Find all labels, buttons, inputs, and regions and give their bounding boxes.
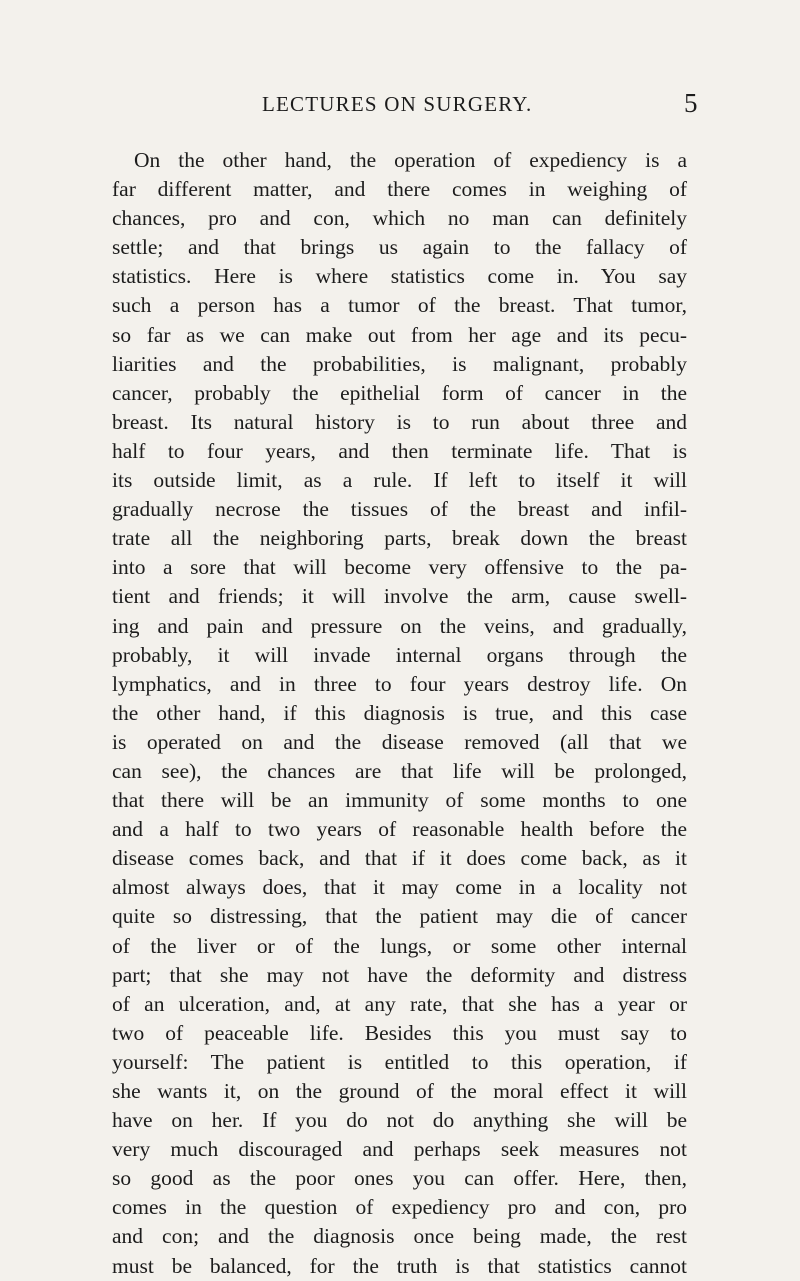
text-line: far different matter, and there comes in weighing of [112, 177, 687, 202]
text-line: gradually necrose the tissues of the breast and infil- [112, 497, 687, 522]
text-line: the other hand, if this diagnosis is true, and this case [112, 700, 687, 725]
text-line: have on her. If you do not do anything she will be [112, 1108, 687, 1133]
text-line: comes in the question of expediency pro and con, pro [112, 1195, 687, 1220]
text-line: disease comes back, and that if it does come back, as it [112, 846, 687, 871]
text-line: she wants it, on the ground of the moral effect it will [112, 1079, 687, 1103]
text-line: quite so distressing, that the patient may die of cancer [112, 904, 687, 929]
text-line: and a half to two years of reasonable health before the [112, 817, 687, 842]
running-head [0, 88, 800, 122]
text-line: half to four years, and then terminate life. That is [112, 438, 687, 463]
text-line: ing and pain and pressure on the veins, and gradually, [112, 613, 687, 638]
text-line: cancer, probably the epithelial form of cancer in the [112, 380, 687, 405]
text-line: such a person has a tumor of the breast. That tumor, [112, 293, 687, 318]
text-line: yourself: The patient is entitled to this operation, if [112, 1049, 687, 1074]
text-line: trate all the neighboring parts, break down the breast [112, 526, 687, 551]
text-line: probably, it will invade internal organs through the [112, 642, 687, 667]
text-line: statistics. Here is where statistics come in. You say [112, 264, 687, 289]
text-line: settle; and that brings us again to the fallacy of [112, 235, 687, 260]
text-line: chances, pro and con, which no man can definitely [112, 206, 687, 231]
text-line: part; that she may not have the deformity and distress [112, 962, 687, 987]
text-line: so far as we can make out from her age and its pecu- [112, 322, 687, 347]
page-number: 5 [684, 88, 698, 118]
text-line: breast. Its natural history is to run about three and [112, 409, 687, 434]
text-line: tient and friends; it will involve the arm, cause swell- [112, 584, 687, 609]
text-line: almost always does, that it may come in a locality not [112, 875, 687, 900]
running-title: LECTURES ON SURGERY. [262, 92, 533, 116]
text-line: is operated on and the disease removed (all that we [112, 729, 687, 754]
text-line: of the liver or of the lungs, or some other internal [112, 933, 687, 958]
text-line: must be balanced, for the truth is that statistics cannot [112, 1253, 687, 1278]
text-line: two of peaceable life. Besides this you must say to [112, 1020, 687, 1045]
text-line: very much discouraged and perhaps seek measures not [112, 1137, 687, 1162]
text-line: On the other hand, the operation of expediency is a [134, 148, 687, 172]
text-line: into a sore that will become very offensive to the pa- [112, 555, 687, 580]
text-line: its outside limit, as a rule. If left to itself it will [112, 468, 687, 493]
body-text [112, 146, 687, 1281]
text-line: that there will be an immunity of some months to one [112, 788, 687, 813]
text-line: of an ulceration, and, at any rate, that she has a year or [112, 991, 687, 1016]
text-line: lymphatics, and in three to four years destroy life. On [112, 671, 687, 696]
text-line: liarities and the probabilities, is malignant, probably [112, 351, 687, 376]
text-line: so good as the poor ones you can offer. Here, then, [112, 1166, 687, 1191]
text-line: and con; and the diagnosis once being made, the rest [112, 1224, 687, 1249]
text-line: can see), the chances are that life will be prolonged, [112, 758, 687, 783]
